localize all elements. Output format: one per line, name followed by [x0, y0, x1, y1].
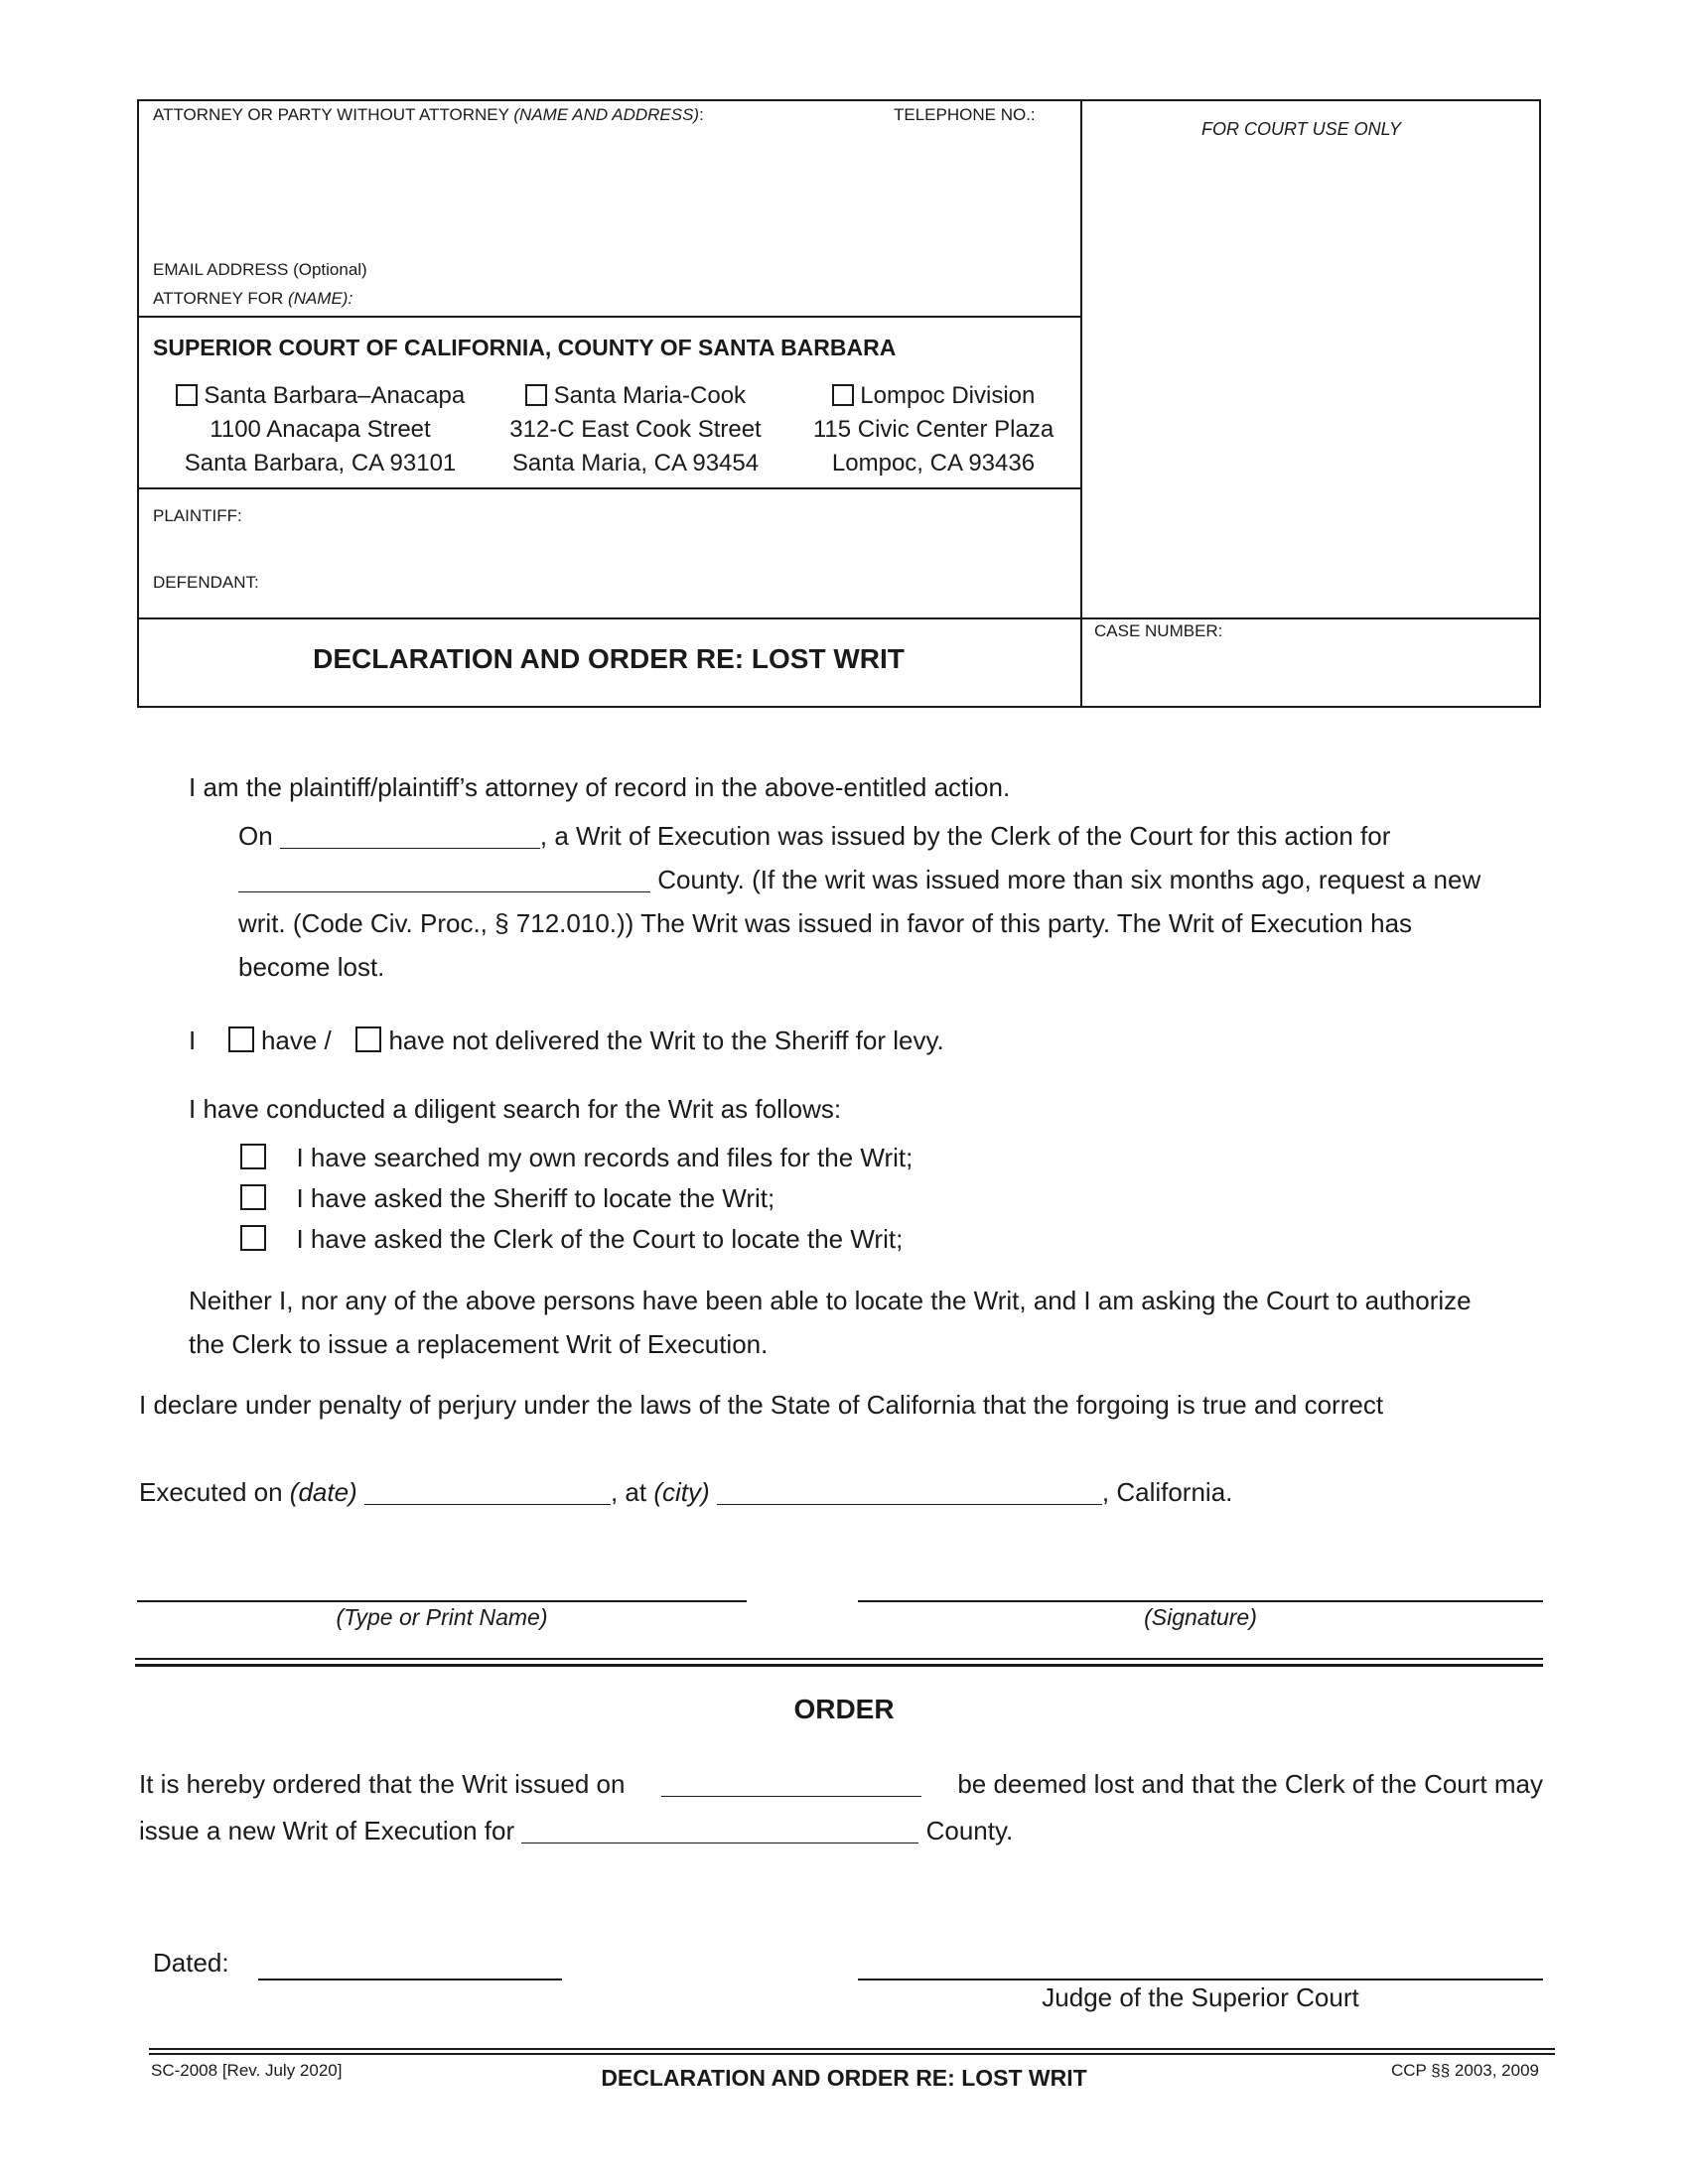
order-line-1-suffix: be deemed lost and that the Clerk of the Court may [957, 1769, 1543, 1799]
order-line-1 [139, 1762, 1543, 1806]
division-santa-maria-checkbox[interactable] [525, 384, 547, 406]
plaintiff-field[interactable] [258, 500, 1062, 530]
executed-city-field[interactable] [717, 1480, 1102, 1505]
footer-form-number: SC-2008 [Rev. July 2020] [151, 2061, 343, 2080]
division-lompoc-street: 115 Civic Center Plaza [812, 416, 1055, 443]
attorney-for-label [153, 289, 352, 309]
name-signature-line[interactable] [137, 1600, 747, 1602]
division-lompoc [799, 379, 1067, 480]
have-label: have / [260, 1025, 332, 1055]
search-sheriff-label: I have asked the Sheriff to locate the Writ; [296, 1183, 775, 1213]
dated-field[interactable] [258, 1979, 562, 1980]
search-own-records-checkbox[interactable] [240, 1144, 266, 1169]
footer-title: DECLARATION AND ORDER RE: LOST WRIT [601, 2065, 1087, 2091]
division-anacapa-checkbox[interactable] [176, 384, 198, 406]
plaintiff-label: PLAINTIFF: [153, 506, 242, 525]
attorney-label [153, 105, 704, 125]
footer-citation: CCP §§ 2003, 2009 [1390, 2061, 1539, 2080]
neither-line-2: the Clerk to issue a replacement Writ of Execution. [189, 1329, 769, 1359]
executed-date-field[interactable] [364, 1480, 611, 1505]
search-own-records-label: I have searched my own records and files for the Writ; [296, 1143, 914, 1172]
search-clerk-checkbox[interactable] [240, 1225, 266, 1251]
division-anacapa-name: Santa Barbara–Anacapa [204, 382, 466, 409]
attorney-label-suffix: : [699, 105, 704, 124]
have-not-label: have not delivered the Writ to the Sheriff for levy. [388, 1025, 944, 1055]
writ-text-4: become lost. [238, 952, 385, 982]
attorney-for-italic: (NAME): [288, 289, 353, 308]
division-santa-maria-name: Santa Maria-Cook [553, 382, 747, 409]
writ-text-2: County. (If the writ was issued more than six months ago, request a new [657, 865, 1481, 894]
writ-county-field[interactable] [238, 868, 650, 892]
order-title: ORDER [793, 1694, 895, 1724]
case-number-field[interactable] [1092, 645, 1529, 701]
neither-paragraph [189, 1279, 1472, 1366]
division-lompoc-name: Lompoc Division [860, 382, 1036, 409]
order-writ-date-field[interactable] [661, 1772, 921, 1797]
attorney-name-address-field[interactable] [149, 133, 1072, 252]
delivered-line [189, 1019, 944, 1062]
order-county-field[interactable] [521, 1819, 918, 1843]
division-santa-maria-city: Santa Maria, CA 93454 [511, 450, 760, 477]
attorney-for-text: ATTORNEY FOR [153, 289, 284, 308]
order-separator-top [135, 1658, 1543, 1660]
footer-rule-top [149, 2048, 1555, 2050]
have-checkbox[interactable] [228, 1026, 254, 1052]
court-section-divider [137, 487, 1081, 489]
division-anacapa-city: Santa Barbara, CA 93101 [184, 450, 457, 477]
on-label: On [238, 821, 273, 851]
defendant-label: DEFENDANT: [153, 573, 259, 592]
writ-issue-date-field[interactable] [280, 824, 540, 849]
executed-date-label: (date) [289, 1477, 357, 1507]
search-item [240, 1176, 774, 1220]
search-item [240, 1136, 913, 1179]
telephone-label: TELEPHONE NO.: [894, 105, 1036, 124]
perjury-statement: I declare under penalty of perjury under the laws of the State of California that the forgoing is true and correct [139, 1390, 1384, 1420]
division-santa-maria [496, 379, 774, 480]
defendant-field[interactable] [258, 566, 1062, 596]
order-line-2-suffix: County. [925, 1816, 1014, 1845]
california-label: , California. [1101, 1477, 1233, 1507]
writ-line-1 [238, 814, 1390, 858]
search-item [240, 1217, 903, 1261]
search-clerk-label: I have asked the Clerk of the Court to locate the Writ; [296, 1224, 904, 1254]
writ-text-1: , a Writ of Execution was issued by the Clerk of the Court for this action for [539, 821, 1391, 851]
order-line-2-prefix: issue a new Writ of Execution for [139, 1816, 515, 1845]
at-label: , at [610, 1477, 647, 1507]
search-intro: I have conducted a diligent search for the Writ as follows: [189, 1094, 842, 1124]
division-anacapa [159, 379, 482, 480]
court-name: SUPERIOR COURT OF CALIFORNIA, COUNTY OF SANTA BARBARA [153, 335, 897, 360]
executed-line [139, 1470, 1232, 1514]
division-lompoc-city: Lompoc, CA 93436 [831, 450, 1036, 477]
dated-label: Dated: [153, 1948, 229, 1978]
delivered-prefix: I [189, 1025, 197, 1055]
attorney-label-italic: (NAME AND ADDRESS) [513, 105, 700, 124]
order-line-1-prefix: It is hereby ordered that the Writ issued on [139, 1769, 626, 1799]
order-separator-bottom [135, 1664, 1543, 1667]
form-title: DECLARATION AND ORDER RE: LOST WRIT [313, 643, 905, 674]
writ-paragraph [238, 814, 1541, 989]
division-anacapa-street: 1100 Anacapa Street [210, 416, 431, 443]
signature-line[interactable] [858, 1600, 1543, 1602]
email-label: EMAIL ADDRESS (Optional) [153, 260, 367, 279]
executed-city-label: (city) [653, 1477, 710, 1507]
attorney-label-text: ATTORNEY OR PARTY WITHOUT ATTORNEY [153, 105, 509, 124]
footer-rule-bottom [149, 2053, 1555, 2055]
division-santa-maria-street: 312-C East Cook Street [509, 416, 762, 443]
declaration-intro: I am the plaintiff/plaintiff’s attorney of record in the above-entitled action. [189, 772, 1011, 802]
executed-on-label: Executed on [139, 1477, 283, 1507]
judge-label: Judge of the Superior Court [1042, 1982, 1359, 2012]
court-use-label: FOR COURT USE ONLY [1201, 119, 1402, 139]
order-line-2 [139, 1809, 1013, 1852]
search-sheriff-checkbox[interactable] [240, 1184, 266, 1210]
division-lompoc-checkbox[interactable] [832, 384, 854, 406]
name-caption: (Type or Print Name) [336, 1604, 548, 1630]
neither-line-1: Neither I, nor any of the above persons have been able to locate the Writ, and I am asking the Court to authorize [189, 1286, 1472, 1315]
parties-section-divider [137, 617, 1541, 619]
signature-caption: (Signature) [1144, 1604, 1257, 1630]
case-number-label: CASE NUMBER: [1094, 621, 1223, 640]
have-not-checkbox[interactable] [355, 1026, 381, 1052]
attorney-section-divider [137, 316, 1081, 318]
writ-text-3: writ. (Code Civ. Proc., § 712.010.)) The Writ was issued in favor of this party. The Writ of Execution has [238, 908, 1413, 938]
